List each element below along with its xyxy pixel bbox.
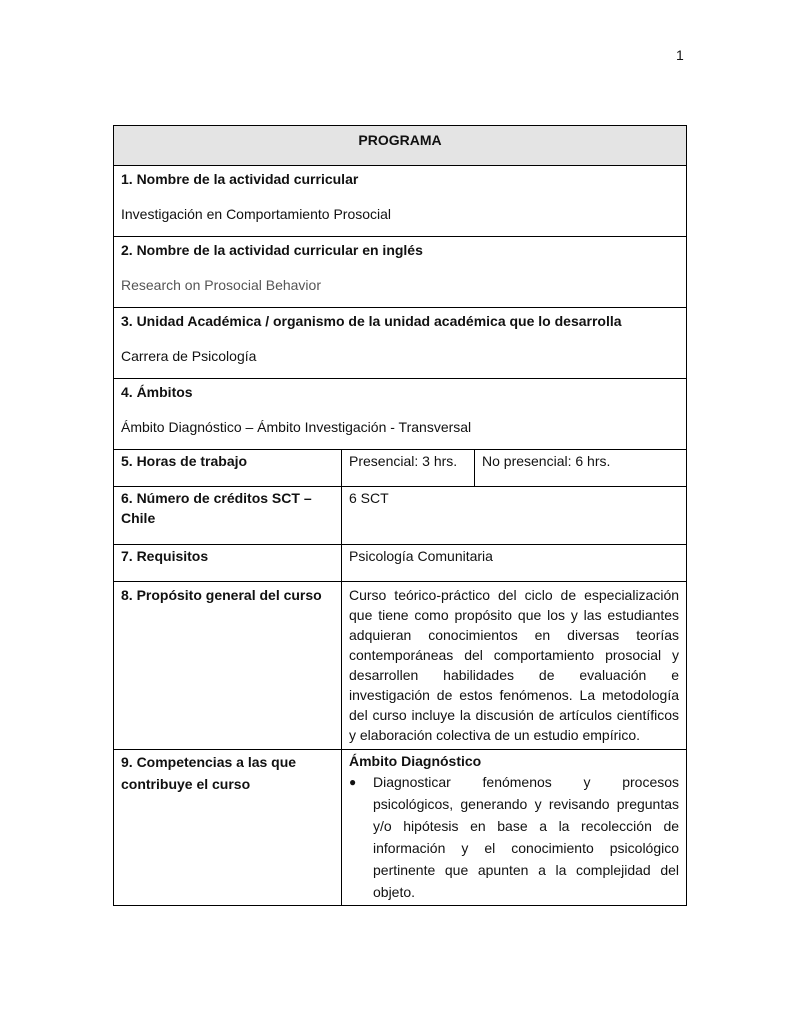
section-5-no-presencial: No presencial: 6 hrs. [475, 450, 687, 487]
section-9-value [342, 750, 687, 906]
section-5-row [114, 450, 687, 487]
section-4-value: Ámbito Diagnóstico – Ámbito Investigación - Transversal [121, 419, 472, 435]
competency-text: Diagnosticar fenómenos y procesos psicológicos, generando y revisando preguntas y/o hipótesis en base a la recolección de información y el conocimiento psicológico pertinente que apunten a la complejidad del objeto. [373, 774, 680, 900]
section-6-label [114, 487, 342, 545]
section-6-label-line-2: Chile [121, 510, 156, 526]
section-3-title: 3. Unidad Académica / organismo de la unidad académica que lo desarrolla [121, 313, 622, 329]
section-8-label: 8. Propósito general del curso [114, 582, 342, 750]
section-7-row [114, 545, 687, 582]
section-1-row [114, 166, 687, 237]
section-4-cell [114, 379, 687, 450]
section-2-value: Research on Prosocial Behavior [121, 277, 321, 293]
section-9-label-line-1: 9. Competencias a las que [121, 754, 297, 770]
program-table [113, 125, 687, 906]
section-3-row [114, 308, 687, 379]
section-2-row [114, 237, 687, 308]
section-9-row [114, 750, 687, 906]
section-3-cell [114, 308, 687, 379]
section-7-label: 7. Requisitos [114, 545, 342, 582]
section-2-cell [114, 237, 687, 308]
table-header: PROGRAMA [114, 126, 687, 166]
section-4-row [114, 379, 687, 450]
section-6-value: 6 SCT [342, 487, 687, 545]
section-8-row [114, 582, 687, 750]
competencies-list [349, 771, 679, 903]
section-8-value: Curso teórico-práctico del ciclo de especialización que tiene como propósito que los y las estudiantes adquieran conocimientos en diversas teorías contemporáneas del comportamiento prosocial y desarrollen habilidades de evaluación e investigación de estos fenómenos. La metodología del curso incluye la discusión de artículos científicos y elaboración colectiva de un estudio empírico. [342, 582, 687, 750]
section-2-title: 2. Nombre de la actividad curricular en inglés [121, 242, 423, 258]
section-1-value: Investigación en Comportamiento Prosocial [121, 206, 392, 222]
section-1-title: 1. Nombre de la actividad curricular [121, 171, 359, 187]
section-6-row [114, 487, 687, 545]
section-3-value: Carrera de Psicología [121, 348, 257, 364]
bullet-icon: ● [349, 775, 357, 789]
list-item [349, 771, 680, 903]
section-5-presencial: Presencial: 3 hrs. [342, 450, 475, 487]
section-9-label [114, 750, 342, 906]
section-4-title: 4. Ámbitos [121, 384, 193, 400]
header-row [114, 126, 687, 166]
section-6-label-line-1: 6. Número de créditos SCT – [121, 490, 312, 506]
section-5-label: 5. Horas de trabajo [114, 450, 342, 487]
section-1-cell [114, 166, 687, 237]
section-9-subheading: Ámbito Diagnóstico [349, 753, 482, 769]
section-9-label-line-2: contribuye el curso [121, 776, 251, 792]
page-number: 1 [676, 47, 684, 63]
section-7-value: Psicología Comunitaria [342, 545, 687, 582]
